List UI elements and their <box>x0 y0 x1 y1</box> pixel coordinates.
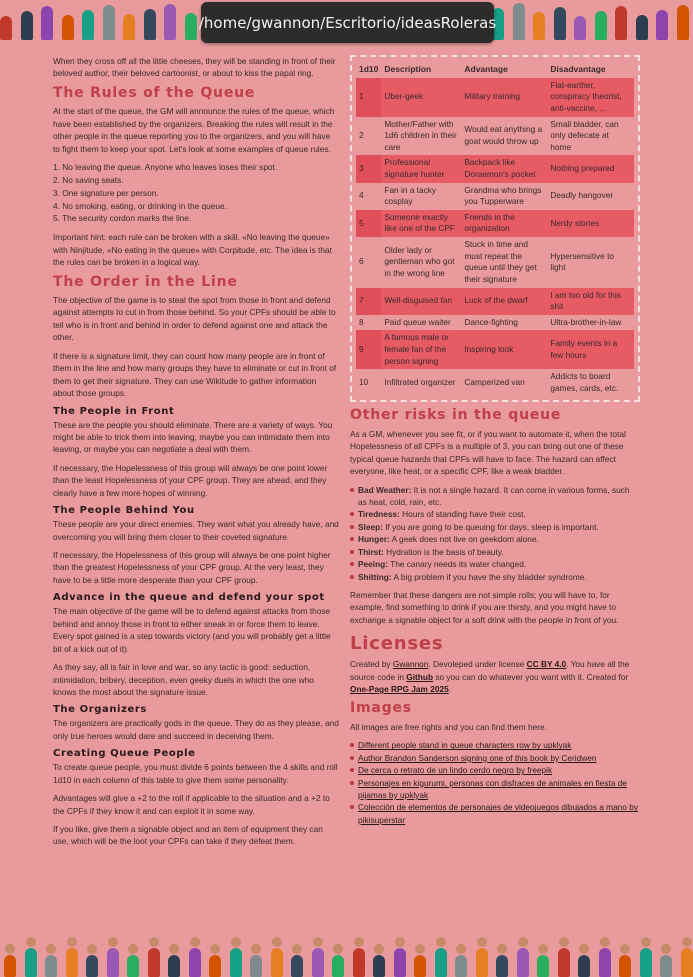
crowd-person <box>656 10 668 40</box>
image-credit-link[interactable]: Colección de elementos de personajes de videojuegos dibujados a mano by pikisuperstar <box>358 802 638 825</box>
table-row <box>356 155 634 182</box>
advance-paragraph: The main objective of the game will be to defend against attacks from those behind and annoy those in front to either sneak in or force them to leave. Every spot gained is a step towards victory (and you will probably get a little bit of a kick out of it). <box>53 606 331 654</box>
rules-list-item: 5. The security cordon marks the line. <box>53 213 192 224</box>
front-paragraph: These are the people you should eliminate. There are a variety of ways. You might be able to trick them into leaving, maybe you can intimidate them into leaving, or maybe you can negotiate a deal with them. <box>53 419 333 455</box>
crowd-person <box>127 955 139 977</box>
column-header: Advantage <box>464 64 508 74</box>
table-row <box>356 183 634 210</box>
crowd-person <box>599 948 611 977</box>
licenses-heading: Licenses <box>350 633 444 655</box>
column-header: 1d10 <box>359 64 379 74</box>
crowd-person <box>41 6 53 40</box>
table-row <box>356 315 634 331</box>
licenses-text: . <box>448 684 452 694</box>
image-credit-link[interactable]: Author Brandon Sanderson signing one of this book by Ceridwen <box>358 752 597 763</box>
table-cell: Uber-geek <box>381 78 461 117</box>
table-cell: Hypersensitive to light <box>550 250 615 273</box>
crowd-person <box>82 10 94 40</box>
image-credit-item <box>350 777 640 802</box>
table-cell: 3 <box>356 155 381 182</box>
table-cell: Camperized van <box>464 376 525 387</box>
crowd-person <box>291 955 303 977</box>
behind-paragraph: These people are your direct enemies. They want what you already have, and overcoming you will bring them closer to their coveted signature. <box>53 519 339 542</box>
table-row <box>356 78 634 117</box>
organizers-paragraph: The organizers are practically gods in the queue. They do as they please, and only true heroes would dare and succeed in deceiving them. <box>53 718 339 741</box>
crowd-person <box>312 948 324 977</box>
hazard-text: A big problem if you have the shy bladder syndrome. <box>391 571 587 582</box>
crowd-person <box>332 955 344 977</box>
crowd-person <box>86 955 98 977</box>
crowd-person <box>615 6 627 40</box>
table-cell: Someone exactly like one of the CPF <box>381 210 461 237</box>
image-credit-item <box>350 801 640 826</box>
hazard-text: A geek does not live on geekdom alone. <box>389 534 539 545</box>
table-cell: Family events in a few hours <box>547 330 634 369</box>
left-column <box>53 55 339 854</box>
github-link[interactable]: Github <box>406 671 434 682</box>
behind-heading: The People Behind You <box>53 505 195 517</box>
crowd-person <box>533 12 545 40</box>
license-link[interactable]: CC BY 4.0 <box>526 659 567 670</box>
window-title-tooltip <box>198 2 497 43</box>
table-cell: Addicts to board games, cards, etc. <box>550 371 619 393</box>
table-cell: Flat-earther, conspiracy theorist, anti-vaccine, ... <box>547 78 634 117</box>
crowd-person <box>164 4 176 40</box>
crowd-person <box>4 955 16 977</box>
crowd-person <box>619 955 631 977</box>
crowd-person <box>148 948 160 977</box>
hazard-item <box>350 533 640 545</box>
table-cell: Fan in a tacky cosplay <box>384 184 437 207</box>
table-row <box>356 330 634 369</box>
rules-hint: Important hint: each rule can be broken with a skill. «No leaving the queue» with Ninjitude, «No eating in the queue» with Corpitude, etc. The idea is that the rules can be broken in a logical way. <box>53 232 332 268</box>
jam-link[interactable]: One-Page RPG Jam 2025 <box>350 684 449 694</box>
rules-paragraph: At the start of the queue, the GM will announce the rules of the queue, which have been established by the organizers. Breaking the rules will result in the other people in the queue reporting you to the organizers, and you will have to fight them to keep your spot. Let's look at some examples of queue rules. <box>53 106 335 154</box>
crowd-person <box>435 948 447 977</box>
table-cell: Inspiring look <box>461 330 547 369</box>
table-cell: Paid queue waiter <box>384 316 451 327</box>
intro-paragraph: When they cross off all the little cheeses, they will be standing in front of their beloved author, their beloved cartoonist, or about to kiss the papal ring. <box>53 56 336 79</box>
image-credit-item <box>350 752 640 764</box>
table-row <box>356 237 634 287</box>
rules-list <box>53 161 339 225</box>
create-heading: Creating Queue People <box>53 748 196 760</box>
hazard-name: Bad Weather: <box>358 484 412 495</box>
crowd-person <box>185 13 197 40</box>
table-cell: Stuck in time and must repeat the queue until they get their signature <box>464 239 537 284</box>
table-row <box>356 369 634 396</box>
table-cell: 1 <box>356 78 381 117</box>
table-cell: 6 <box>359 256 364 267</box>
licenses-paragraph <box>350 658 640 695</box>
rules-list-item: 4. No smoking, eating, or drinking in the queue. <box>53 200 227 211</box>
create-paragraph: If you like, give them a signable object and an item of equipment they can use, which will be the loot your CPFs can take if they defeat them. <box>53 824 323 847</box>
crowd-person <box>558 948 570 977</box>
crowd-person <box>21 11 33 40</box>
order-paragraph: If there is a signature limit, they can count how many people are in front of them in the line and how many groups they have to eliminate or cut in front of them to get their signature. They can use Wikitude to gather information about those groups. <box>53 350 337 399</box>
column-header: Description <box>384 64 432 74</box>
rules-list-item: 3. One signature per person. <box>53 187 159 198</box>
table-cell: Nerdy stories <box>547 210 634 237</box>
table-cell: Ultra-brother-in-law <box>550 316 622 327</box>
table-cell: Deadly hangover <box>550 190 614 201</box>
table-cell: Luck of the dwarf <box>461 288 547 315</box>
crowd-person <box>230 948 242 977</box>
hazard-item <box>350 484 640 509</box>
create-paragraph: To create queue people, you must divide 6 points between the 4 skills and roll 1d10 in each column of this table to give them some personality. <box>53 762 338 785</box>
crowd-person <box>537 955 549 977</box>
crowd-person <box>513 3 525 40</box>
crowd-person <box>103 5 115 40</box>
crowd-person <box>394 948 406 977</box>
crowd-person <box>271 948 283 977</box>
crowd-person <box>123 14 135 40</box>
author-link[interactable]: Gwannon <box>392 659 429 670</box>
crowd-person <box>574 16 586 40</box>
crowd-person <box>414 955 426 977</box>
table-cell: Backpack like Doraemon's pocket <box>461 155 547 182</box>
right-column <box>350 55 640 832</box>
crowd-person <box>250 955 262 977</box>
table-cell: Professional signature hunter <box>381 155 461 182</box>
hazard-text: Hydration is the basis of beauty. <box>383 546 504 557</box>
behind-paragraph: If necessary, the Hopelessness of this group will always be one point higher than the greatest Hopelessness of your CPF group. At the very least, they have to be a little more desperate than your CPF group. <box>53 550 331 585</box>
create-paragraph: Advantages will give a +2 to the roll if applicable to the situation and a +2 to the CPFs if they know it and can exploit it in some way. <box>53 793 330 816</box>
order-heading: The Order in the Line <box>53 273 238 290</box>
crowd-person <box>45 955 57 977</box>
hazard-name: Sleep: <box>358 521 383 532</box>
crowd-person <box>578 955 590 977</box>
table-row <box>356 210 634 237</box>
crowd-person <box>107 948 119 977</box>
hazard-name: Hunger: <box>358 534 390 545</box>
hazard-name: Thirst: <box>358 546 384 557</box>
crowd-person <box>636 15 648 40</box>
crowd-person <box>660 955 672 977</box>
table-cell: Dance-fighting <box>464 316 518 327</box>
front-heading: The People in Front <box>53 405 175 417</box>
table-row <box>356 288 634 315</box>
image-credit-link[interactable]: De cerca o retrato de un lindo cerdo negro by freepik <box>358 765 553 776</box>
risks-paragraph: Remember that these dangers are not simple rolls; you will have to, for example, find something to drink if you are thirsty, and you might have to exchange a signable object for a soft drink with the people in front of you. <box>350 590 619 625</box>
risks-paragraph: As a GM, whenever you see fit, or if you want to automate it, when the total Hopelessness of all CPFs is a multiple of 3, you can bring out one of these typical queue hazards that CPFs will have to face. The hazard can affect everyone, like heat, or a specific CPF, like a weak bladder. <box>350 428 626 477</box>
rules-heading: The Rules of the Queue <box>53 84 256 101</box>
table-cell: A famous male or female fan of the person signing <box>381 330 461 369</box>
table-cell: Friends in the organization <box>461 210 547 237</box>
image-credit-list <box>350 739 640 826</box>
rules-list-item: 1. No leaving the queue. Anyone who leaves loses their spot. <box>53 162 278 173</box>
hazard-text: It is not a single hazard. It can come in various forms, such as heat, cold, rain, etc. <box>358 484 630 507</box>
licenses-text: so you can do whatever you want with it. Created for <box>433 671 629 682</box>
hazard-item <box>350 571 640 583</box>
table-cell: Nothing prepared <box>547 155 634 182</box>
image-credit-link[interactable]: Personajes en kigurumi, personas con disfraces de animales en fiesta de pijamas by upklyak <box>358 777 627 801</box>
hazard-list <box>350 484 640 584</box>
image-credit-item <box>350 739 640 751</box>
advance-paragraph: As they say, all is fair in love and war, so any tactic is good: seduction, intimidation, bribery, deception, even geeky duels in which the one who knows the most about the signature issue. <box>53 662 314 697</box>
hazard-name: Peeing: <box>358 559 388 570</box>
rules-list-item: 2. No saving seats. <box>53 174 124 185</box>
licenses-text: . You have all the source code in <box>350 659 630 682</box>
image-credit-item <box>350 764 640 776</box>
images-paragraph: All images are free rights and you can find them here. <box>350 721 547 732</box>
crowd-person <box>476 948 488 977</box>
table-cell: Grandma who brings you Tupperware <box>464 184 542 207</box>
hazard-item <box>350 508 640 520</box>
table-cell: Infiltrated organizer <box>384 376 456 387</box>
front-paragraph: If necessary, the Hopelessness of this group will always be one point lower than the least Hopelessness of your CPF group. They are ahead, and they clearly have a few more hopes of winning. <box>53 462 328 498</box>
crowd-person <box>677 5 689 40</box>
table-cell: 9 <box>356 330 381 369</box>
crowd-person <box>595 11 607 40</box>
hazard-item <box>350 558 640 570</box>
crowd-person <box>496 955 508 977</box>
crowd-person <box>168 955 180 977</box>
crowd-person <box>62 15 74 40</box>
table-cell: 4 <box>359 190 364 201</box>
column-header: Disadvantage <box>550 64 606 74</box>
table-cell: 8 <box>359 316 364 327</box>
crowd-person <box>189 948 201 977</box>
table-cell: 2 <box>359 130 364 141</box>
crowd-person <box>25 948 37 977</box>
table-cell: Older lady or gentleman who got in the wrong line <box>384 244 455 279</box>
hazard-name: Tiredness: <box>358 509 400 520</box>
personality-table <box>356 61 634 396</box>
crowd-illustration-bottom <box>0 932 693 977</box>
risks-heading: Other risks in the queue <box>350 407 562 424</box>
table-cell: 7 <box>356 288 381 315</box>
table-cell: Military training <box>461 78 547 117</box>
hazard-text: The canary needs its water changed. <box>387 559 527 570</box>
advance-heading: Advance in the queue and defend your spot <box>53 592 325 604</box>
hazard-item <box>350 521 640 533</box>
licenses-text: . Devoleped under license <box>428 659 527 670</box>
table-cell: I am too old for this shit <box>547 288 634 315</box>
licenses-text: Created by <box>350 659 393 670</box>
crowd-person <box>681 948 693 977</box>
hazard-text: Hours of standing have their cost. <box>399 509 526 520</box>
crowd-person <box>144 9 156 40</box>
table-cell: Well-disguised fan <box>381 288 461 315</box>
table-header-row <box>356 61 634 78</box>
crowd-person <box>455 955 467 977</box>
crowd-person <box>554 7 566 40</box>
table-cell: 5 <box>356 210 381 237</box>
table-cell: Small bladder, can only defecate at home <box>550 118 619 152</box>
table-cell: 10 <box>359 376 369 387</box>
personality-table-box <box>350 55 640 402</box>
crowd-person <box>66 948 78 977</box>
image-credit-link[interactable]: Different people stand in queue characters row by upklyak <box>358 740 572 751</box>
table-cell: Would eat anything a goat would throw up <box>464 124 543 146</box>
organizers-heading: The Organizers <box>53 704 147 716</box>
hazard-name: Shitting: <box>358 571 392 582</box>
order-paragraph: The objective of the game is to steal the spot from those in front and defend against attempts to cut in from those behind. So your CPFs should be able to tell who is in front and behind in order to defend against one and attack the other. <box>53 295 336 343</box>
crowd-person <box>373 955 385 977</box>
crowd-person <box>517 948 529 977</box>
window-title: /home/gwannon/Escritorio/ideasRoleras <box>198 13 497 32</box>
crowd-person <box>209 955 221 977</box>
table-cell: Mother/Father with 1d6 children in their care <box>384 118 457 152</box>
hazard-item <box>350 546 640 558</box>
images-heading: Images <box>350 700 412 717</box>
table-row <box>356 117 634 156</box>
crowd-person <box>0 16 12 40</box>
crowd-person <box>353 948 365 977</box>
hazard-text: If you are going to be queuing for days, sleep is important. <box>382 521 599 532</box>
crowd-person <box>640 948 652 977</box>
